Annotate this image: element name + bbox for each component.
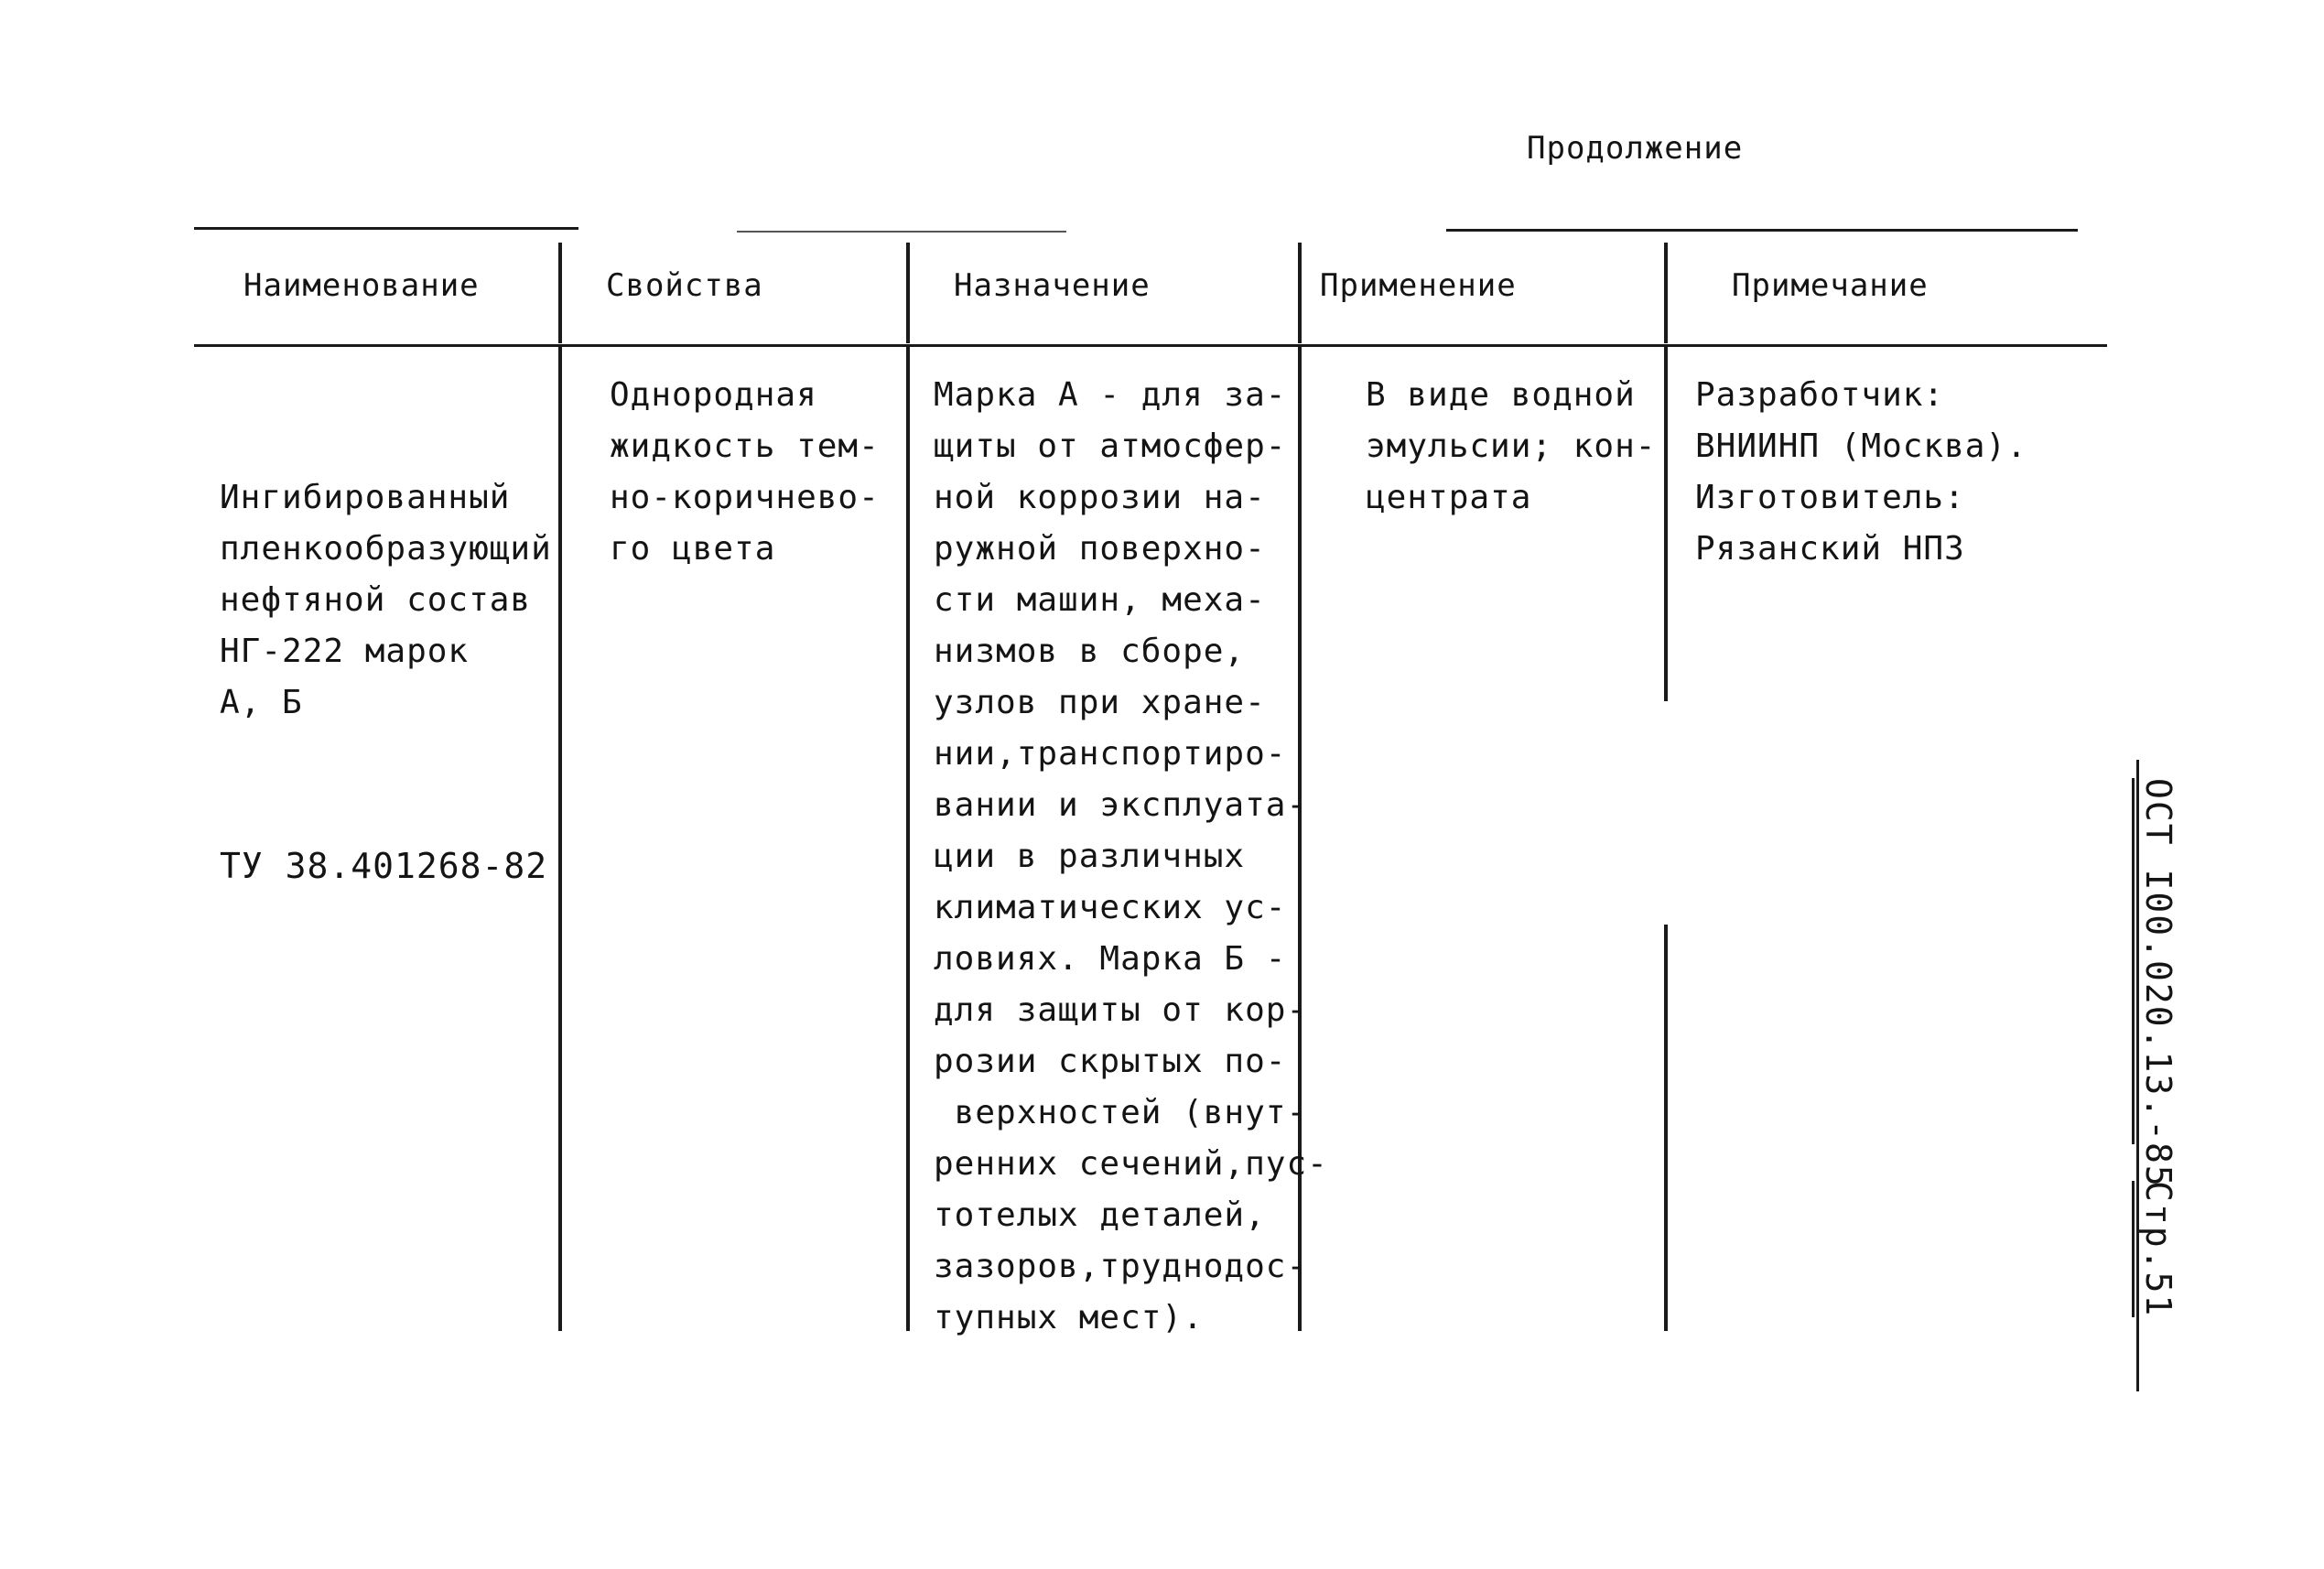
column-header-purpose: Назначение: [954, 267, 1151, 304]
column-header-properties: Свойства: [606, 267, 763, 304]
column-divider: [1298, 243, 1302, 343]
column-divider: [1664, 243, 1668, 343]
page-number: Стр.51: [2132, 1181, 2178, 1317]
column-divider: [558, 243, 562, 343]
product-spec-code: ТУ 38.401268-82: [220, 846, 548, 886]
column-divider: [1664, 925, 1668, 1331]
column-header-application: Применение: [1320, 267, 1517, 304]
column-header-name: Наименование: [243, 267, 480, 304]
cell-purpose: Марка А - для за- щиты от атмосфер- ной коррозии на- ружной поверхно- сти машин, меха- низмов в сборе, узлов при хране- нии,транспортиро- вании и эксплуата- ции в различных климатических ус- ловиях. Марка Б - для защиты от кор- розии скрытых по- верхностей (внут- ренних сечений,пус- тотелых деталей, зазоров,труднодос- тупных мест).: [934, 376, 1328, 1336]
column-divider: [906, 243, 910, 343]
table-header-rule: [194, 344, 2107, 347]
product-name: Ингибированный пленкообразующий нефтяной состав НГ-222 марок А, Б: [220, 479, 552, 721]
cell-note: Разработчик: ВНИИНП (Москва). Изготовитель: Рязанский НПЗ: [1695, 376, 2027, 568]
table-top-rule: [194, 227, 578, 230]
column-divider: [558, 346, 562, 1331]
column-divider: [906, 346, 910, 1331]
table-top-rule: [737, 231, 1066, 233]
cell-properties: Однородная жидкость тем- но-коричнево- го цвета: [610, 376, 880, 568]
column-divider: [1664, 346, 1668, 701]
document-code: ОСТ I00.020.13.-85: [2132, 778, 2178, 1144]
continuation-label: Продолжение: [1527, 130, 1744, 167]
column-header-note: Примечание: [1732, 267, 1929, 304]
cell-application: В виде водной эмульсии; кон- центрата: [1366, 376, 1657, 516]
table-top-rule: [1446, 229, 2078, 232]
side-stamp: [2132, 778, 2178, 1317]
cell-name: [220, 370, 552, 994]
